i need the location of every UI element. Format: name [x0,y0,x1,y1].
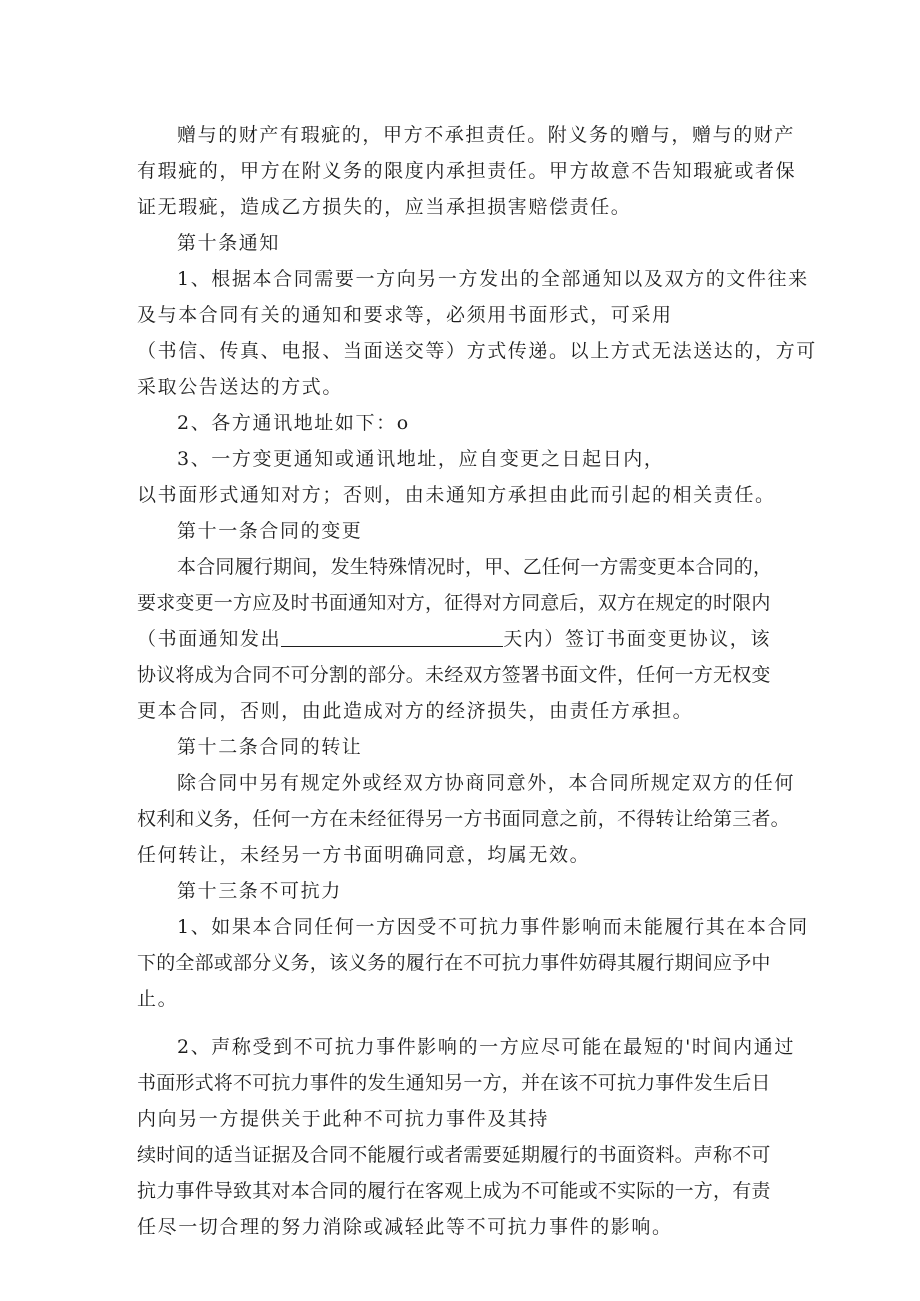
text-line: 本合同履行期间，发生特殊情况时，甲、乙任何一方需变更本合同的， [177,556,773,578]
text-line: 续时间的适当证据及合同不能履行或者需要延期履行的书面资料。声称不可 [137,1144,771,1166]
text-line: 证无瑕疵，造成乙方损失的，应当承担损害赔偿责任。 [137,196,632,218]
text-line-with-blank [137,621,797,657]
text-line: 3、一方变更通知或通讯地址，应自变更之日起日内， [177,448,665,470]
text-line: 2、各方通讯地址如下：o [177,412,410,434]
text-line: 下的全部或部分义务，该义务的履行在不可抗力事件妨碍其履行期间应予中 [137,952,771,974]
text-line: 抗力事件导致其对本合同的履行在客观上成为不可能或不实际的一方，有责 [137,1180,771,1202]
text-line: 任尽一切合理的努力消除或减轻此等不可抗力事件的影响。 [137,1216,673,1238]
section-heading-12: 第十二条合同的转让 [177,736,363,758]
text-line: 更本合同，否则，由此造成对方的经济损失，由责任方承担。 [137,700,694,722]
section-heading-11: 第十一条合同的变更 [177,520,363,542]
text-line: 要求变更一方应及时书面通知对方，征得对方同意后，双方在规定的时限内 [137,592,771,614]
document-body [137,117,817,1245]
text-line: 1、根据本合同需要一方向另一方发出的全部通知以及双方的文件往来 [177,268,809,290]
text-line: 采取公告送达的方式。 [137,376,344,398]
text-line: （书信、传真、电报、当面送交等）方式传递。以上方式无法送达的，方可 [137,340,817,362]
text-line: 书面形式将不可抗力事件的发生通知另一方，并在该不可抗力事件发生后日 [137,1072,771,1094]
text-line: 以书面形式通知对方；否则，由未通知方承担由此而引起的相关责任。 [137,484,776,506]
text-line: 协议将成为合同不可分割的部分。未经双方签署书面文件，任何一方无权变 [137,664,771,686]
text-line: 权利和义务，任何一方在未经征得另一方书面同意之前，不得转让给第三者。 [137,808,790,830]
text-fragment: （书面通知发出 [137,628,282,650]
text-fragment: 天内）签订书面变更协议，该 [503,628,772,650]
text-line: 除合同中另有规定外或经双方协商同意外，本合同所规定双方的任何 [177,772,796,794]
fill-in-blank [281,624,503,647]
text-line: 1、如果本合同任何一方因受不可抗力事件影响而未能履行其在本合同 [177,916,809,938]
section-heading-10: 第十条通知 [177,232,281,254]
text-line: 任何转让，未经另一方书面明确同意，均属无效。 [137,844,591,866]
text-line: 有瑕疵的，甲方在附义务的限度内承担责任。甲方故意不告知瑕疵或者保 [137,160,797,182]
text-line: 及与本合同有关的通知和要求等，必须用书面形式，可采用 [137,304,673,326]
section-heading-13: 第十三条不可抗力 [177,880,342,902]
text-line: 止。 [137,988,179,1010]
text-line: 2、声称受到不可抗力事件影响的一方应尽可能在最短的'时间内通过 [177,1036,795,1058]
text-line: 赠与的财产有瑕疵的，甲方不承担责任。附义务的赠与，赠与的财产 [177,124,796,146]
text-line: 内向另一方提供关于此种不可抗力事件及其持 [137,1108,550,1130]
